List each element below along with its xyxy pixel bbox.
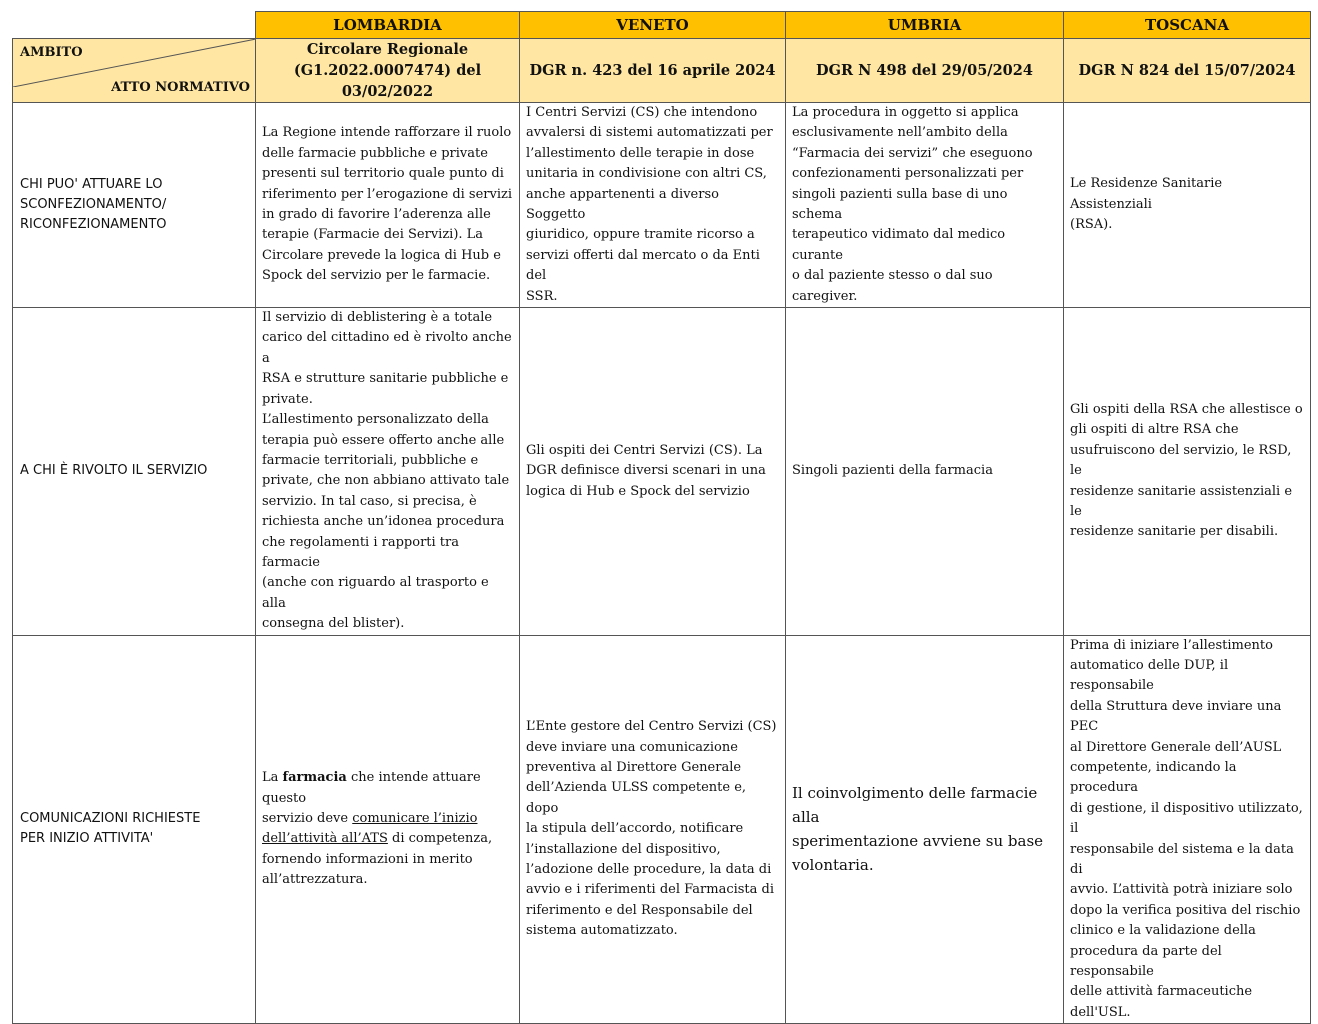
row-label-comunicazioni: COMUNICAZIONI RICHIESTE PER INIZIO ATTIVITA'	[13, 635, 256, 1024]
regional-comparison-table	[12, 11, 1311, 1024]
text-run: La	[262, 770, 283, 786]
region-header-toscana: TOSCANA	[1064, 12, 1311, 39]
region-header-umbria: UMBRIA	[786, 12, 1064, 39]
act-toscana: DGR N 824 del 15/07/2024	[1064, 39, 1311, 103]
cell-umbria: Il coinvolgimento delle farmacie alla sperimentazione avviene su base volontaria.	[786, 635, 1064, 1024]
act-veneto: DGR n. 423 del 16 aprile 2024	[520, 39, 786, 103]
act-header-row	[13, 39, 1311, 103]
table-row	[13, 635, 1311, 1024]
bold-text: farmacia	[282, 770, 347, 786]
cell-lombardia	[256, 635, 520, 1024]
cell-veneto: L’Ente gestore del Centro Servizi (CS) deve inviare una comunicazione preventiva al Direttore Generale dell’Azienda ULSS competente e, dopo la stipula dell’accordo, notificare l’installazione del dispositivo, l’adozione delle procedure, la data di avvio e i riferimenti del Farmacista di riferimento e del Responsabile del sistema automatizzato.	[520, 635, 786, 1024]
cell-umbria: La procedura in oggetto si applica esclusivamente nell’ambito della “Farmacia dei servizi” che eseguono confezionamenti personalizzati per singoli pazienti sulla base di uno schema terapeutico vidimato dal medico curante o dal paziente stesso o dal suo caregiver.	[786, 103, 1064, 308]
region-header-row	[13, 12, 1311, 39]
row-label-chi-puo: CHI PUO' ATTUARE LO SCONFEZIONAMENTO/ RICONFEZIONAMENTO	[13, 103, 256, 308]
table-row	[13, 308, 1311, 636]
atto-normativo-label: ATTO NORMATIVO	[111, 80, 250, 95]
region-header-lombardia: LOMBARDIA	[256, 12, 520, 39]
cell-lombardia: Il servizio di deblistering è a totale carico del cittadino ed è rivolto anche a RSA e strutture sanitarie pubbliche e private. L’allestimento personalizzato della terapia può essere offerto anche alle farmacie territoriali, pubbliche e private, che non abbiano attivato tale servizio. In tal caso, si precisa, è richiesta anche un’idonea procedura che regolamenti i rapporti tra farmacie (anche con riguardo al trasporto e alla consegna del blister).	[256, 308, 520, 636]
cell-veneto: I Centri Servizi (CS) che intendono avvalersi di sistemi automatizzati per l’allestimento delle terapie in dose unitaria in condivisione con altri CS, anche appartenenti a diverso Soggetto giuridico, oppure tramite ricorso a servizi offerti dal mercato o da Enti del SSR.	[520, 103, 786, 308]
text-run: di competenza, fornendo informazioni in merito all’attrezzatura.	[262, 831, 493, 888]
act-lombardia: Circolare Regionale (G1.2022.0007474) del 03/02/2022	[256, 39, 520, 103]
cell-umbria: Singoli pazienti della farmacia	[786, 308, 1064, 636]
ambito-label: AMBITO	[20, 45, 83, 60]
underlined-text: comunicare l’inizio dell’attività all’ATS	[262, 811, 478, 847]
cell-veneto: Gli ospiti dei Centri Servizi (CS). La DGR definisce diversi scenari in una logica di Hub e Spock del servizio	[520, 308, 786, 636]
act-umbria: DGR N 498 del 29/05/2024	[786, 39, 1064, 103]
cell-toscana: Le Residenze Sanitarie Assistenziali (RSA).	[1064, 103, 1311, 308]
cell-toscana: Gli ospiti della RSA che allestisce o gli ospiti di altre RSA che usufruiscono del servizio, le RSD, le residenze sanitarie assistenziali e le residenze sanitarie per disabili.	[1064, 308, 1311, 636]
empty-corner-cell	[13, 12, 256, 39]
cell-lombardia: La Regione intende rafforzare il ruolo delle farmacie pubbliche e private presenti sul territorio quale punto di riferimento per l’erogazione di servizi in grado di favorire l’aderenza alle terapie (Farmacie dei Servizi). La Circolare prevede la logica di Hub e Spock del servizio per le farmacie.	[256, 103, 520, 308]
region-header-veneto: VENETO	[520, 12, 786, 39]
diagonal-header-cell	[13, 39, 256, 103]
table-row	[13, 103, 1311, 308]
cell-toscana: Prima di iniziare l’allestimento automatico delle DUP, il responsabile della Struttura deve inviare una PEC al Direttore Generale dell’AUSL competente, indicando la procedura di gestione, il dispositivo utilizzato, il responsabile del sistema e la data di avvio. L’attività potrà iniziare solo dopo la verifica positiva del rischio clinico e la validazione della procedura da parte del responsabile delle attività farmaceutiche dell'USL.	[1064, 635, 1311, 1024]
row-label-a-chi: A CHI È RIVOLTO IL SERVIZIO	[13, 308, 256, 636]
text-run: che intende attuare questo servizio deve	[262, 770, 481, 827]
